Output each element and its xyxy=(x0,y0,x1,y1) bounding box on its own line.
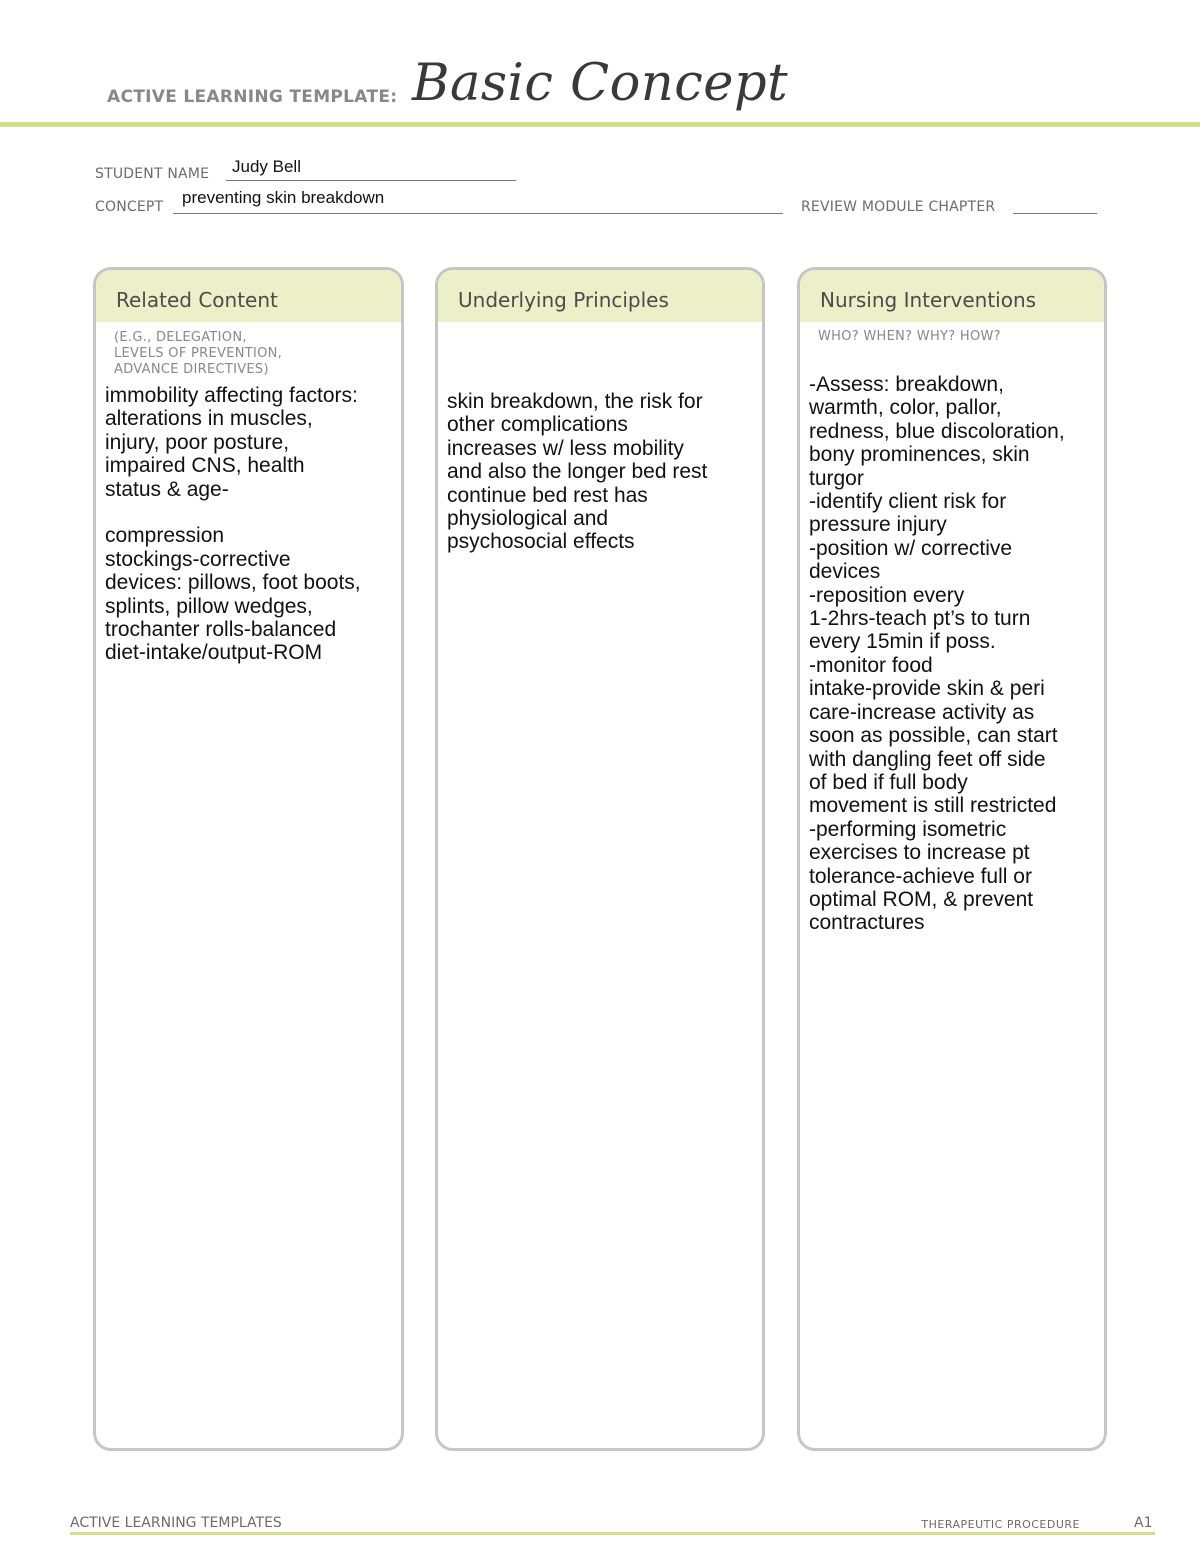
page-number: A1 xyxy=(1134,1515,1153,1531)
page-title: Basic Concept xyxy=(412,54,789,113)
underlying-principles-body[interactable]: skin breakdown, the risk for other complications increases w/ less mobility and also the longer bed rest continue bed rest has physiological and psychosocial effects xyxy=(447,390,708,554)
concept-field[interactable]: preventing skin breakdown xyxy=(182,188,385,207)
student-name-line xyxy=(226,180,516,181)
underlying-principles-title: Underlying Principles xyxy=(438,270,762,322)
related-content-title: Related Content xyxy=(96,270,401,322)
footer-right-label: THERAPEUTIC PROCEDURE xyxy=(921,1518,1080,1531)
student-name-label: STUDENT NAME xyxy=(95,166,210,182)
related-content-subtitle: (E.G., DELEGATION, LEVELS OF PREVENTION, ADVANCE DIRECTIVES) xyxy=(114,330,283,377)
nursing-interventions-body[interactable]: -Assess: breakdown, warmth, color, pallor, redness, blue discoloration, bony prominences, skin turgor -identify client risk for pressure injury -position w/ corrective devices -reposition every 1-2hrs-teach pt’s to turn every 15min if poss. -monitor food intake-provide skin & peri care-increase activity as soon as possible, can start with dangling feet off side of bed if full body movement is still restricted -performing isometric exercises to increase pt tolerance-achieve full or optimal ROM, & prevent contractures xyxy=(809,373,1065,935)
related-content-panel xyxy=(93,267,404,1451)
header-divider xyxy=(0,122,1200,127)
review-module-label: REVIEW MODULE CHAPTER xyxy=(801,199,996,215)
concept-label: CONCEPT xyxy=(95,199,164,215)
template-label: ACTIVE LEARNING TEMPLATE: xyxy=(107,87,398,107)
footer-left-label: ACTIVE LEARNING TEMPLATES xyxy=(70,1515,282,1531)
nursing-interventions-panel xyxy=(797,267,1107,1451)
footer-divider xyxy=(70,1532,1155,1535)
nursing-interventions-subtitle: WHO? WHEN? WHY? HOW? xyxy=(818,329,1001,344)
underlying-principles-panel xyxy=(435,267,765,1451)
review-module-field[interactable] xyxy=(1013,213,1097,214)
student-name-field[interactable]: Judy Bell xyxy=(232,157,301,176)
nursing-interventions-title: Nursing Interventions xyxy=(800,270,1104,322)
related-content-body[interactable]: immobility affecting factors: alterations in muscles, injury, poor posture, impaired CNS, health status & age- compression stockings-corrective devices: pillows, foot boots, splints, pillow wedges, trochanter rolls-balanced diet-intake/output-ROM xyxy=(105,384,361,665)
concept-line xyxy=(173,213,783,214)
